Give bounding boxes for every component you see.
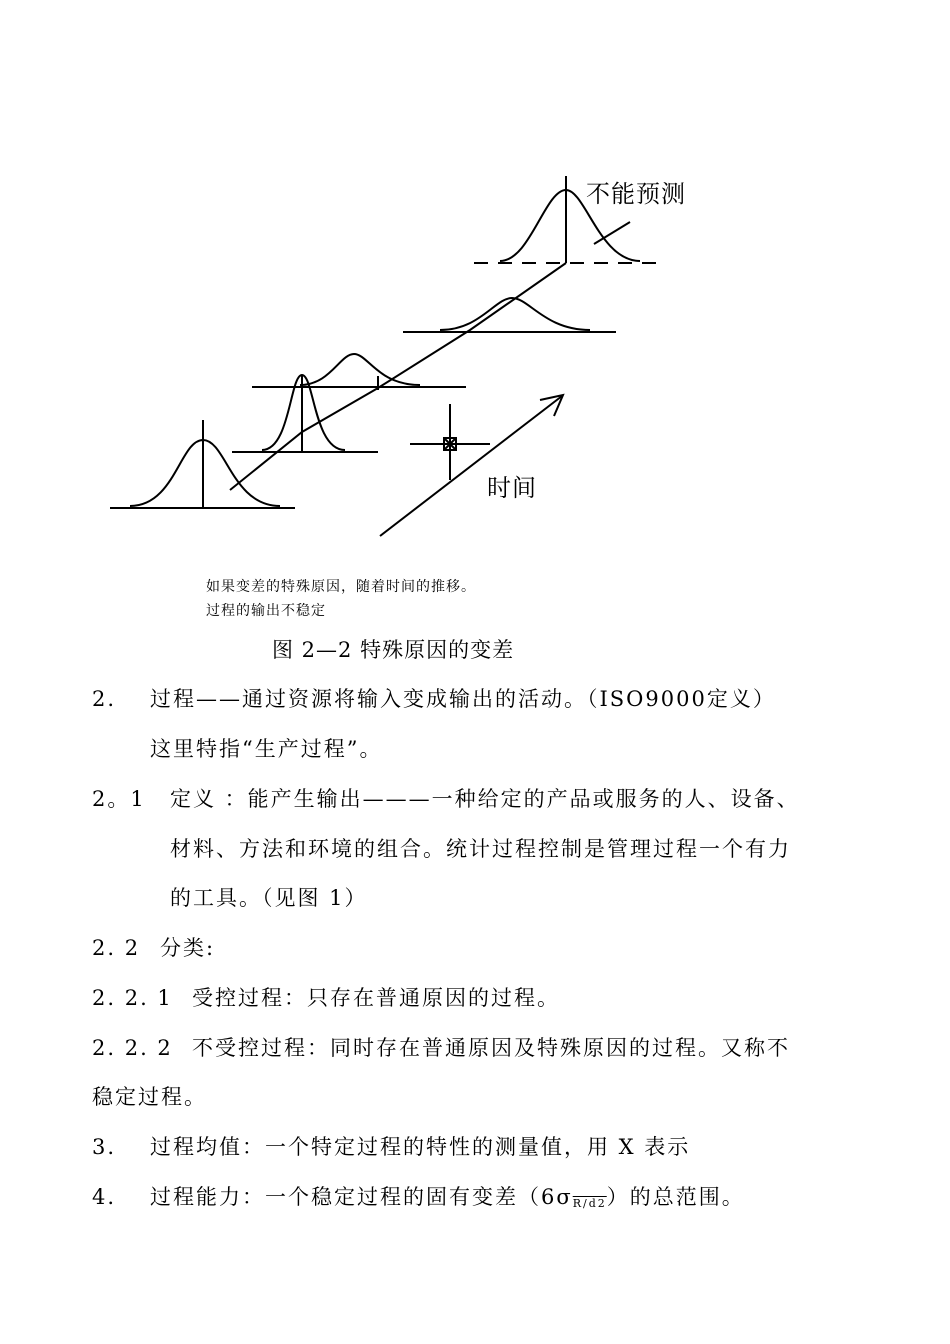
paragraph-number: 2.	[92, 687, 117, 711]
paragraph-text: 这里特指“生产过程”。	[150, 737, 383, 761]
paragraph-2	[92, 684, 776, 714]
paragraph-text: 分类:	[160, 936, 216, 960]
paragraph-2-2-2-cont	[92, 1082, 207, 1112]
figure-caption-line1: 如果变差的特殊原因，随着时间的推移。	[206, 579, 476, 595]
paragraph-text: 受控过程：只存在普通原因的过程。	[192, 986, 560, 1010]
distribution-curve-4	[440, 298, 590, 330]
paragraph-3	[92, 1132, 690, 1162]
paragraph-number: 3.	[92, 1135, 117, 1159]
paragraph-2-2-1	[92, 983, 560, 1013]
paragraph-number: 4.	[92, 1185, 117, 1209]
paragraph-text-end: ）的总范围。	[606, 1185, 745, 1209]
sigma-subscript: R/d2	[572, 1197, 607, 1210]
distribution-curve-3	[300, 354, 420, 385]
paragraph-text: 材料、方法和环境的组合。统计过程控制是管理过程一个有力	[170, 837, 791, 861]
figure-title: 图 2—2 特殊原因的变差	[272, 638, 515, 662]
paragraph-2-1	[92, 784, 800, 814]
paragraph-text: 不受控过程：同时存在普通原因及特殊原因的过程。又称不	[192, 1036, 790, 1060]
label-unpredictable: 不能预测	[586, 180, 686, 208]
paragraph-2-1-cont1	[170, 834, 791, 864]
paragraph-2-2-2	[92, 1033, 790, 1063]
paragraph-4	[92, 1182, 745, 1219]
paragraph-text: 过程——通过资源将输入变成输出的活动。（ISO9000定义）	[150, 687, 776, 711]
paragraph-2-1-cont2	[170, 883, 368, 913]
special-cause-variation-diagram	[0, 0, 950, 620]
paragraph-text: 过程能力：一个稳定过程的固有变差（6σ	[150, 1185, 573, 1209]
figure-caption-line2: 过程的输出不稳定	[206, 603, 326, 619]
paragraph-number: 2. 2. 2	[92, 1036, 173, 1060]
paragraph-text: 定义 ：能产生输出———一种给定的产品或服务的人、设备、	[170, 787, 800, 811]
paragraph-number: 2. 2	[92, 936, 141, 960]
time-axis-arrow	[380, 396, 562, 536]
paragraph-2-cont	[150, 734, 382, 764]
paragraph-number: 2. 2. 1	[92, 986, 173, 1010]
paragraph-text: 过程均值：一个特定过程的特性的测量值，用 X 表示	[150, 1135, 691, 1159]
trend-line	[230, 263, 566, 490]
paragraph-2-2	[92, 933, 215, 963]
paragraph-number: 2。1	[92, 787, 146, 811]
label-time: 时间	[487, 474, 537, 502]
paragraph-text: 的工具。（见图 1）	[170, 886, 368, 910]
distribution-curve-1	[130, 440, 280, 506]
paragraph-text: 稳定过程。	[92, 1085, 207, 1109]
